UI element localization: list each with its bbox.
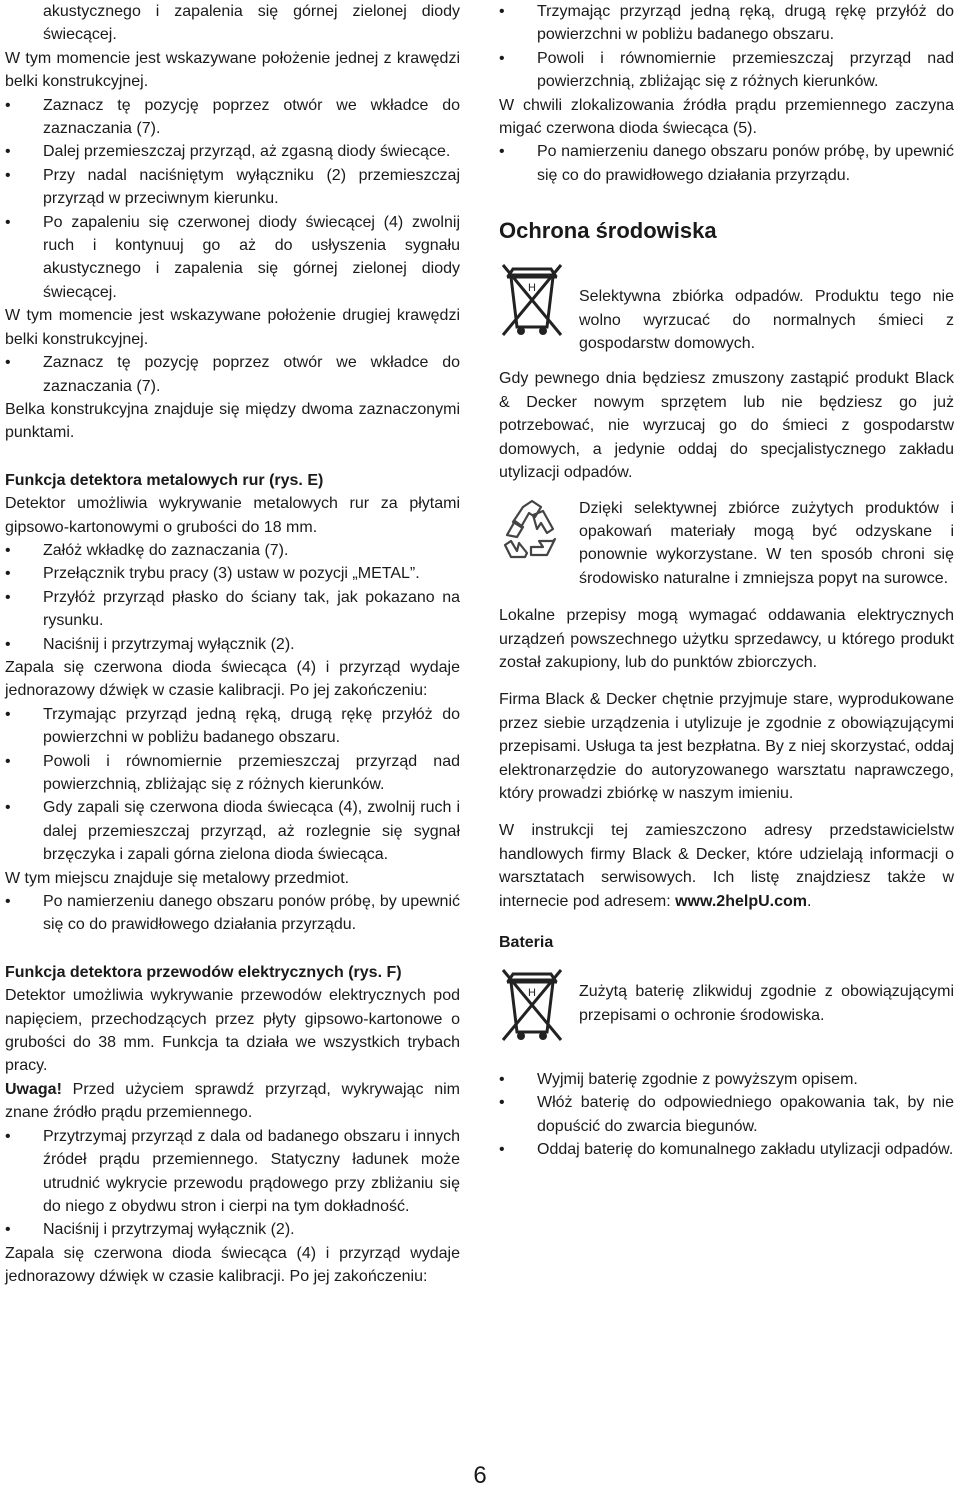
page-number: 6 <box>473 1462 487 1489</box>
service-text-end: . <box>806 892 812 910</box>
bullet: • <box>499 1070 505 1088</box>
list-item <box>5 1125 460 1219</box>
list-item <box>5 351 460 398</box>
paragraph: Gdy pewnego dnia będziesz zmuszony zastąpić produkt Black & Decker nowym sprzętem lub nie będziesz go już potrzebować, nie wyrzucaj go do śmieci z gospodarstw domowych, a jedynie oddaj do specjalistycznego zakładu utylizacji odpadów. <box>499 370 954 482</box>
list-item-text: Załóż wkładkę do zaznaczania (7). <box>43 541 289 559</box>
bullet: • <box>5 1221 11 1239</box>
list-item-text: Po namierzeniu danego obszaru ponów próbę, by upewnić się co do prawidłowego działania przyrządu. <box>537 143 954 184</box>
warning-text: Przed użyciem sprawdź przyrząd, wykrywając nim znane źródło prądu przemiennego. <box>5 1080 460 1122</box>
right-column <box>499 0 954 1161</box>
list-item-text: Powoli i równomiernie przemieszczaj przyrząd nad powierzchnią, zbliżając się z różnych kierunków. <box>43 752 460 793</box>
recycling-notice <box>499 497 954 591</box>
list-item <box>5 140 460 163</box>
list-item <box>5 1218 460 1241</box>
list-item-text: Zaznacz tę pozycję poprzez otwór we wkładce do zaznaczania (7). <box>43 96 460 138</box>
list-item <box>499 1091 954 1138</box>
list-item <box>5 164 460 211</box>
list-item-text: Trzymając przyrząd jedną ręką, drugą rękę przyłóż do powierzchni w pobliżu badanego obszaru. <box>537 3 954 44</box>
list-item <box>5 211 460 305</box>
list-item <box>499 47 954 94</box>
section-heading-environment: Ochrona środowiska <box>499 218 717 244</box>
list-item-text: Powoli i równomiernie przemieszczaj przyrząd nad powierzchnią, zbliżając się z różnych kierunków. <box>537 49 954 91</box>
bullet: • <box>5 541 11 559</box>
paragraph: W tym momencie jest wskazywane położenie drugiej krawędzi belki konstrukcyjnej. <box>5 307 460 348</box>
list-item <box>5 796 460 866</box>
bullet: • <box>499 49 505 67</box>
crossed-out-wheelie-bin-icon <box>499 255 579 346</box>
recycling-text: Dzięki selektywnej zbiórce zużytych produktów i opakowań materiały mogą być odzyskane i ponownie wykorzystane. W ten sposób chroni się środowisko naturalne i zmniejsza popyt na surowce. <box>579 499 954 587</box>
paragraph: W tym miejscu znajduje się metalowy przedmiot. <box>5 869 350 887</box>
list-item-text: Dalej przemieszczaj przyrząd, aż zgasną diody świecące. <box>43 143 451 161</box>
paragraph: akustycznego i zapalenia się górnej zielonej diody świecącej. <box>43 3 460 44</box>
bullet: • <box>5 354 11 372</box>
bullet: • <box>5 588 11 606</box>
paragraph: Detektor umożliwia wykrywanie przewodów elektrycznych pod napięciem, przechodzących przez płyty gipsowo-kartonowe o grubości do 38 mm. Funkcja ta działa we wszystkich trybach pracy. <box>5 987 460 1075</box>
left-column <box>5 0 460 1289</box>
list-item-text: Po zapaleniu się czerwonej diody świecącej (4) zwolnij ruch i kontynuuj go aż do usłyszenia sygnału akustycznego i zapalenia się górnej zielonej diody świecącej. <box>43 213 460 301</box>
bullet: • <box>499 143 505 161</box>
battery-notice <box>499 960 954 1051</box>
list-item-text: Przytrzymaj przyrząd z dala od badanego obszaru i innych źródeł prądu przemiennego. Statyczny ładunek może utrudnić wykrycie przewodu prądowego przy zbliżaniu się do niego z obydwu stron i cierpi na tym dokładność. <box>43 1127 460 1215</box>
list-item <box>5 750 460 797</box>
service-text: W instrukcji tej zamieszczono adresy przedstawicielstw handlowych firmy Black & Decker, które udzielają informacji o warsztatach serwisowych. Ich listę znajdziesz także w internecie pod adresem: <box>499 822 954 910</box>
list-item-text: Przełącznik trybu pracy (3) ustaw w pozycji „METAL”. <box>43 565 420 583</box>
bullet: • <box>5 166 11 184</box>
warning-label: Uwaga! <box>5 1080 62 1098</box>
list-item-text: Gdy zapali się czerwona dioda świecąca (4), zwolnij ruch i dalej przemieszczaj przyrząd, aż rozlegnie się sygnał brzęczyka i zapali górna zielona dioda świecąca. <box>43 799 460 864</box>
paragraph: Firma Black & Decker chętnie przyjmuje stare, wyprodukowane przez siebie urządzenia i utylizuje je zgodnie z obowiązującymi przepisami. Usługa ta jest bezpłatna. By z niej skorzystać, oddaj elektronarzędzie do autoryzowanego warsztatu naprawczego, który prowadzi zbiórkę w naszym imieniu. <box>499 691 954 802</box>
bullet: • <box>5 893 11 911</box>
list-item <box>5 539 460 562</box>
section-heading-electrical: Funkcja detektora przewodów elektrycznych (rys. F) <box>5 963 402 981</box>
list-item <box>5 562 460 585</box>
bullet: • <box>5 635 11 653</box>
weee-text: Selektywna zbiórka odpadów. Produktu tego nie wolno wyrzucać do normalnych śmieci z gospodarstw domowych. <box>579 288 954 353</box>
list-item <box>499 1068 954 1091</box>
paragraph: Detektor umożliwia wykrywanie metalowych rur za płytami gipsowo-kartonowymi o grubości do 18 mm. <box>5 495 460 536</box>
list-item-text: Przy nadal naciśniętym wyłączniku (2) przemieszczaj przyrząd w przeciwnym kierunku. <box>43 166 460 208</box>
bullet: • <box>5 565 11 583</box>
bullet: • <box>5 799 11 817</box>
list-item <box>5 94 460 141</box>
list-item-text: Włóż baterię do odpowiedniego opakowania tak, by nie dopuścić do zwarcia biegunów. <box>537 1094 954 1135</box>
svg-text:H: H <box>528 987 536 1000</box>
list-item-text: Oddaj baterię do komunalnego zakładu utylizacji odpadów. <box>537 1141 954 1159</box>
list-item <box>5 703 460 750</box>
list-item <box>499 0 954 47</box>
list-item-text: Zaznacz tę pozycję poprzez otwór we wkładce do zaznaczania (7). <box>43 354 460 395</box>
recycle-icon <box>499 497 579 574</box>
bullet: • <box>499 3 505 20</box>
list-item-text: Wyjmij baterię zgodnie z powyższym opisem. <box>537 1070 858 1088</box>
paragraph: Zapala się czerwona dioda świecąca (4) i przyrząd wydaje jednorazowy dźwięk w czasie kalibracji. Po jej zakończeniu: <box>5 1244 460 1286</box>
bullet: • <box>5 1127 11 1145</box>
list-item-text: Naciśnij i przytrzymaj wyłącznik (2). <box>43 635 295 653</box>
paragraph: W tym momencie jest wskazywane położenie jednej z krawędzi belki konstrukcyjnej. <box>5 49 460 91</box>
paragraph: W chwili zlokalizowania źródła prądu przemiennego zaczyna migać czerwona dioda świecąca (5). <box>499 96 954 138</box>
bullet: • <box>5 143 11 161</box>
paragraph <box>499 819 954 913</box>
paragraph <box>5 1078 460 1125</box>
crossed-out-wheelie-bin-icon <box>499 960 579 1051</box>
list-item-text: Po namierzeniu danego obszaru ponów próbę, by upewnić się co do prawidłowego działania przyrządu. <box>43 893 460 934</box>
list-item <box>499 140 954 187</box>
list-item-text: Naciśnij i przytrzymaj wyłącznik (2). <box>43 1221 295 1239</box>
list-item-text: Przyłóż przyrząd płasko do ściany tak, jak pokazano na rysunku. <box>43 588 460 630</box>
paragraph: Zapala się czerwona dioda świecąca (4) i przyrząd wydaje jednorazowy dźwięk w czasie kalibracji. Po jej zakończeniu: <box>5 658 460 700</box>
bullet: • <box>5 705 11 723</box>
bullet: • <box>499 1094 505 1112</box>
weee-notice <box>499 255 954 355</box>
bullet: • <box>5 752 11 770</box>
list-item <box>5 633 460 656</box>
bullet: • <box>5 213 11 231</box>
list-item <box>499 1138 954 1161</box>
list-item <box>5 890 460 937</box>
battery-text: Zużytą baterię zlikwiduj zgodnie z obowiązującymi przepisami o ochronie środowiska. <box>579 983 954 1024</box>
list-item-text: Trzymając przyrząd jedną ręką, drugą rękę przyłóż do powierzchni w pobliżu badanego obszaru. <box>43 705 460 747</box>
section-heading-battery: Bateria <box>499 934 554 951</box>
bullet: • <box>5 96 11 114</box>
paragraph: Lokalne przepisy mogą wymagać oddawania elektrycznych urządzeń powszechnego użytku sprzedawcy, u którego produkt został zakupiony, lub do punktów zbiorczych. <box>499 607 954 671</box>
paragraph: Belka konstrukcyjna znajduje się między dwoma zaznaczonymi punktami. <box>5 400 460 442</box>
svg-text:H: H <box>528 282 536 295</box>
bullet: • <box>499 1141 505 1159</box>
list-item <box>5 586 460 633</box>
website-link[interactable]: www.2helpU.com <box>675 892 807 910</box>
section-heading-metal: Funkcja detektora metalowych rur (rys. E) <box>5 471 324 489</box>
